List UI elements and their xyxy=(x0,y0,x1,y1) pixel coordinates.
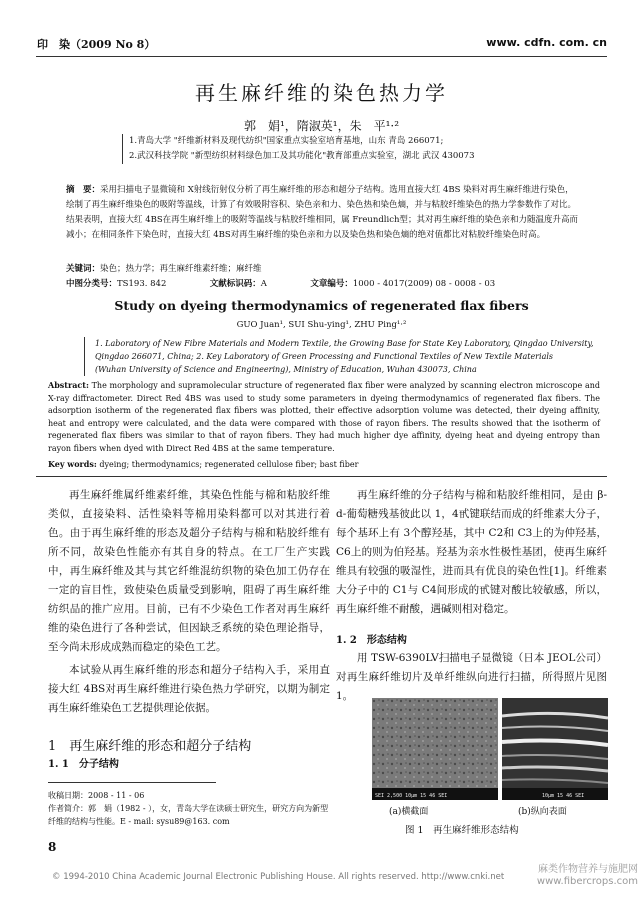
abstract-rule xyxy=(36,476,607,477)
clc-value: TS193. 842 xyxy=(117,279,167,289)
authors-en: GUO Juan¹, SUI Shu-ying¹, ZHU Ping¹·² xyxy=(236,320,407,330)
keywords-cn-label: 关键词： xyxy=(66,264,101,274)
copyright-footer: © 1994-2010 China Academic Journal Electronic Publishing House. All rights reserved. http://www.cnki.net xyxy=(52,872,505,882)
clc-label: 中图分类号： xyxy=(66,279,118,289)
left-paragraph-1: 再生麻纤维属纤维素纤维，其染色性能与棉和粘胶纤维类似，直接染料、活性染料等棉用染料都可以对其进行着色。由于再生麻纤维的形态及超分子结构与棉和粘胶纤维有所不同，故染色性能亦有其自身的特点。在工厂生产实践中，再生麻纤维及其与其它纤维混纺织物的染色加工仍存在一定的盲目性，致使染色质量受到影响，阻碍了再生麻纤维纺织品的推广应用。目前，已有不少染色工作者对再生麻纤维的染色进行了各种尝试，但因缺乏系统的染色理论指导，至今尚未形成成熟而稳定的染色工艺。 xyxy=(48,489,330,653)
abstract-en xyxy=(48,379,600,456)
keywords-cn xyxy=(66,262,578,277)
fig-a-scale: SEI 2,500 10μm 15 46 SEI xyxy=(375,793,448,799)
doc-label: 文献标识码： xyxy=(209,279,261,289)
affiliation-2: 2.武汉科技学院 "新型纺织材料绿色加工及其功能化"教育部重点实验室，湖北 武汉 430073 xyxy=(129,151,475,161)
title-en: Study on dyeing thermodynamics of regenerated flax fibers xyxy=(114,298,529,313)
abstract-en-text: The morphology and supramolecular structure of regenerated flax fiber were analyzed by scanning electron microscope and X-ray diffractometer. Direct Red 4BS was used to study some parameters in dyeing thermodynamics of regenerated flax fibers. The adsorption isotherm of the regenerated flax fibers was plotted, their effective adsorption volume was detected, their dyeing affinity, heat and entropy were calculated, and the data were compared with those of rayon fibers. The results showed that the isotherm of regenerated flax fibers was similar to that of rayon fibers. They had much higher dye affinity, dyeing heat and dyeing entropy than rayon fibers when dyed with Direct Red 4BS at the same temperature. xyxy=(48,381,600,453)
keywords-en xyxy=(48,458,600,472)
keywords-en-text: dyeing; thermodynamics; regenerated cellulose fiber; bast fiber xyxy=(99,460,359,469)
figure-1a-image xyxy=(372,698,498,800)
art-label: 文章编号： xyxy=(310,279,353,289)
footnotes xyxy=(48,789,330,828)
section-1-1-heading: 1. 1 分子结构 xyxy=(48,759,119,770)
section-1-heading: 1 再生麻纤维的形态和超分子结构 xyxy=(48,739,252,754)
watermark: 麻类作物营养与施肥网 www.fibercrops.com xyxy=(536,864,638,887)
site-header[interactable]: www. cdfn. com. cn xyxy=(486,36,607,49)
fig-b-scale: 10μm 15 46 SEI xyxy=(542,793,585,799)
page-number: 8 xyxy=(48,840,57,854)
art-value: 1000 - 4017(2009) 08 - 0008 - 03 xyxy=(352,279,496,289)
affiliation-1: 1.青岛大学 "纤维新材料及现代纺织"国家重点实验室培育基地，山东 青岛 266071; xyxy=(129,136,444,146)
section-1-2-heading: 1. 2 形态结构 xyxy=(336,635,407,646)
figure-1a-label: (a)横截面 xyxy=(389,807,429,817)
figure-1b-label: (b)纵向表面 xyxy=(518,807,567,817)
abstract-cn-label: 摘 要： xyxy=(66,185,101,195)
journal-header: 印 染（2009 No 8） xyxy=(37,38,156,51)
figure-1b-image xyxy=(502,698,608,800)
affiliations-en xyxy=(84,337,594,376)
authors: 郭 娟¹，隋淑英¹，朱 平¹·² xyxy=(243,119,400,133)
right-paragraph-1: 再生麻纤维的分子结构与棉和粘胶纤维相同，是由 β-d-葡萄糖残基彼此以 1，4甙键联结而成的纤维素大分子，每个基环上有 3个醇羟基，其中 C2和 C3上的为仲羟基，C6上的则为伯羟基。羟基为亲水性极性基团，使再生麻纤维具有较强的吸湿性，进而具有优良的染色性[1]。纤维素大分子中的 C1与 C4间形成的甙键对酸比较敏感，所以，再生麻纤维不耐酸，遇碱则相对稳定。 xyxy=(336,489,607,615)
right-paragraph-2: 用 TSW-6390LV扫描电子显微镜（日本 JEOL公司）对再生麻纤维切片及单纤维纵向进行扫描，所得照片见图 1。 xyxy=(336,652,607,702)
affiliation-en-1: 1. Laboratory of New Fibre Materials and Modern Textile, the Growing Base for State Key Laboratory, Qingdao University, xyxy=(95,339,594,348)
affiliations xyxy=(122,134,475,164)
header-rule xyxy=(36,56,607,57)
doc-value: A xyxy=(260,279,267,289)
abstract-cn-text: 采用扫描电子显微镜和 X射线衍射仪分析了再生麻纤维的形态和超分子结构。选用直接大红 4BS 染料对再生麻纤维进行染色，绘制了再生麻纤维染色的吸附等温线，计算了有效吸附容积、染色亲和力、染色热和染色熵，并与粘胶纤维染色的热力学参数作了对比。结果表明，直接大红 4BS在再生麻纤维上的吸附等温线与粘胶纤维相同，属 Freundlich型；其对再生麻纤维的染色亲和力随温度升高而减小；在相同条件下染色时，直接大红 4BS对再生麻纤维的染色亲和力以及染色热和染色熵的绝对值都比对粘胶纤维染色时高。 xyxy=(66,185,578,240)
left-paragraph-2: 本试验从再生麻纤维的形态和超分子结构入手，采用直接大红 4BS对再生麻纤维进行染色热力学研究，以期为制定再生麻纤维染色工艺提供理论依据。 xyxy=(48,664,330,714)
abstract-en-label: Abstract: xyxy=(48,380,89,390)
classification-line xyxy=(66,277,578,292)
keywords-en-label: Key words: xyxy=(48,459,97,469)
affiliation-en-3: (Wuhan University of Science and Engineering), Ministry of Education, Wuhan 430073, China xyxy=(95,365,477,374)
page-title: 再生麻纤维的染色热力学 xyxy=(195,81,448,105)
received-date: 收稿日期：2008 - 11 - 06 xyxy=(48,791,145,800)
affiliation-en-2: Qingdao 266071, China; 2. Key Laboratory of Green Processing and Functional Textiles of New Textile Materials xyxy=(95,352,553,361)
figure-1-caption: 图 1 再生麻纤维形态结构 xyxy=(405,825,519,836)
author-bio: 作者简介：郭 娟（1982 - ），女，青岛大学在读硕士研究生，研究方向为新型纤维的结构与性能。E - mail: sysu89@163. com xyxy=(48,804,329,826)
keywords-cn-text: 染色；热力学；再生麻纤维素纤维；麻纤维 xyxy=(100,264,262,274)
footnote-rule xyxy=(48,782,216,783)
abstract-cn xyxy=(66,183,578,243)
